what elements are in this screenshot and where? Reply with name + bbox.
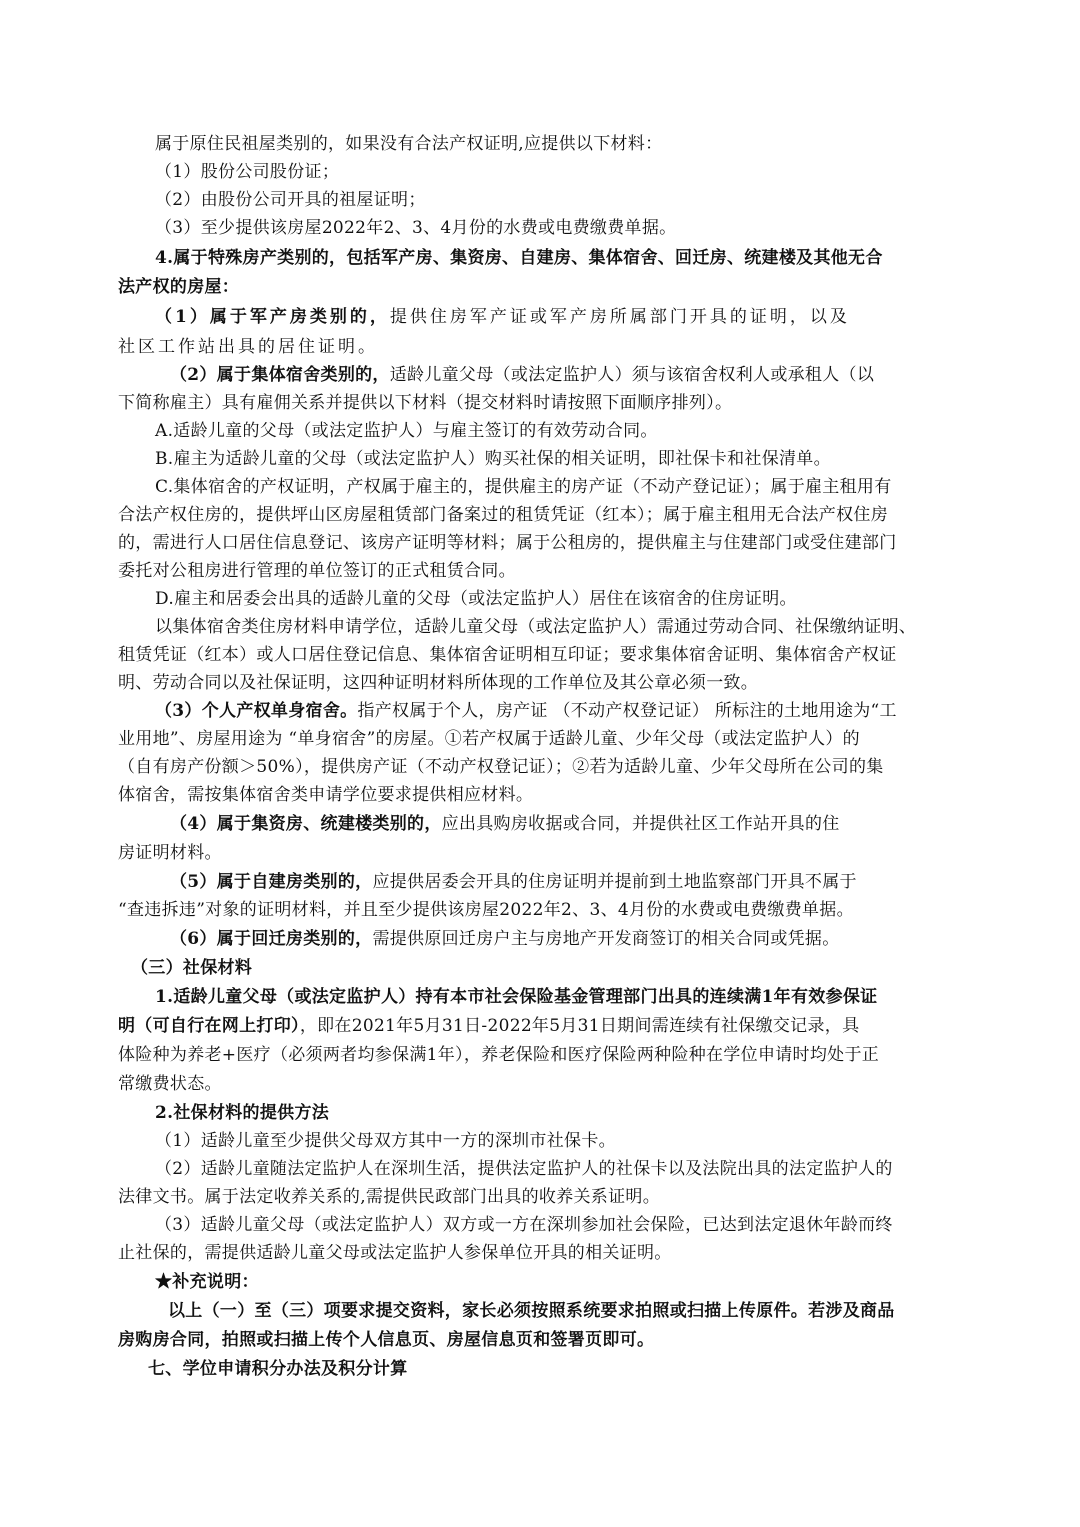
bold-lead-text: （1）属于军产房类别的， (155, 307, 390, 327)
text-line (118, 756, 884, 778)
body-text: 属于原住民祖屋类别的，如果没有合法产权证明,应提供以下材料： (155, 134, 663, 154)
body-text: D.雇主和居委会出具的适龄儿童的父母（或法定监护人）居住在该宿舍的住房证明。 (155, 589, 797, 609)
text-line (155, 1214, 893, 1236)
body-text: 应提供居委会开具的住房证明并提前到土地监察部门开具不属于 (372, 872, 857, 892)
text-line (155, 700, 897, 722)
body-text: （1）适龄儿童至少提供父母双方其中一方的深圳市社保卡。 (155, 1131, 616, 1151)
bold-lead-text: （5）属于自建房类别的， (170, 872, 373, 892)
text-line (118, 276, 239, 298)
body-text: 下简称雇主）具有雇佣关系并提供以下材料（提交材料时请按照下面顺序排列）。 (118, 393, 733, 413)
text-line (118, 784, 533, 806)
body-text: ，即在2021年5月31日-2022年5月31日期间需连续有社保缴交记录，具 (299, 1016, 860, 1036)
body-text: （2）由股份公司开具的祖屋证明； (155, 190, 426, 210)
body-text: 以集体宿舍类住房材料申请学位，适龄儿童父母（或法定监护人）需通过劳动合同、社保缴纳证明、 (155, 617, 917, 637)
body-text: 社区工作站出具的居住证明。 (118, 337, 378, 357)
text-line (155, 1130, 616, 1152)
body-text: （1）股份公司股份证； (155, 162, 340, 182)
bold-lead-text: （4）属于集资房、统建楼类别的， (170, 814, 442, 834)
body-text: （3）适龄儿童父母（或法定监护人）双方或一方在深圳参加社会保险，已达到法定退休年龄而终 (155, 1215, 893, 1235)
text-line (170, 364, 874, 386)
body-text: 需提供原回迁房户主与房地产开发商签订的相关合同或凭据。 (372, 929, 840, 949)
text-line (118, 560, 516, 582)
body-text: B.雇主为适龄儿童的父母（或法定监护人）购买社保的相关证明，即社保卡和社保清单。 (155, 449, 831, 469)
text-line (118, 504, 888, 526)
bold-lead-text: （3）个人产权单身宿舍。 (155, 701, 358, 721)
body-text: 合法产权住房的，提供坪山区房屋租赁部门备案过的租赁凭证（红本）；属于雇主租用无合法产权住房 (118, 505, 888, 525)
body-text: “查违拆违”对象的证明材料，并且至少提供该房屋2022年2、3、4月份的水费或电费缴费单据。 (118, 900, 854, 920)
text-line (155, 986, 877, 1008)
text-line (155, 247, 883, 269)
text-line (118, 532, 897, 554)
text-line (155, 133, 662, 155)
text-line (148, 1358, 408, 1380)
text-line (155, 189, 426, 211)
body-text: （自有房产份额＞50%），提供房产证（不动产权登记证）；②若为适龄儿童、少年父母所在公司的集 (118, 757, 884, 777)
bold-lead-text: 明（可自行在网上打印） (118, 1016, 300, 1036)
body-text: 的，需进行人口居住信息登记、该房产证明等材料；属于公租房的，提供雇主与住建部门或受住建部门 (118, 533, 897, 553)
body-text: 体宿舍，需按集体宿舍类申请学位要求提供相应材料。 (118, 785, 534, 805)
body-text: 指产权属于个人，房产证 （不动产权登记证） 所标注的土地用途为“工 (357, 701, 897, 721)
text-line (155, 161, 339, 183)
body-text: （3）至少提供该房屋2022年2、3、4月份的水费或电费缴费单据。 (155, 218, 677, 238)
body-text: 适龄儿童父母（或法定监护人）须与该宿舍权利人或承租人（以 (389, 365, 875, 385)
bold-lead-text: 4.属于特殊房产类别的，包括军产房、集资房、自建房、集体宿舍、回迁房、统建楼及其他无合 (155, 248, 883, 268)
bold-lead-text: 房购房合同，拍照或扫描上传个人信息页、房屋信息页和签署页即可。 (118, 1330, 655, 1350)
body-text: 业用地”、房屋用途为 “单身宿舍”的房屋。①若产权属于适龄儿童、少年父母（或法定监护人）的 (118, 729, 860, 749)
text-line (168, 1300, 895, 1322)
text-line (118, 672, 758, 694)
body-text: 委托对公租房进行管理的单位签订的正式租赁合同。 (118, 561, 516, 581)
text-line (118, 392, 732, 414)
text-line (155, 616, 916, 638)
body-text: 止社保的，需提供适龄儿童父母或法定监护人参保单位开具的相关证明。 (118, 1243, 672, 1263)
text-line (155, 217, 676, 239)
body-text: （2）适龄儿童随法定监护人在深圳生活，提供法定监护人的社保卡以及法院出具的法定监护人的 (155, 1159, 893, 1179)
body-text: 法律文书。属于法定收养关系的,需提供民政部门出具的收养关系证明。 (118, 1187, 661, 1207)
text-line (118, 1073, 222, 1095)
text-line (155, 1158, 893, 1180)
bold-lead-text: （2）属于集体宿舍类别的， (170, 365, 390, 385)
text-line (118, 644, 897, 666)
text-line (118, 1329, 654, 1351)
body-text: 应出具购房收据或合同，并提供社区工作站开具的住 (441, 814, 840, 834)
bold-lead-text: 1.适龄儿童父母（或法定监护人）持有本市社会保险基金管理部门出具的连续满1年有效参保证 (155, 987, 878, 1007)
body-text: 明、劳动合同以及社保证明，这四种证明材料所体现的工作单位及其公章必须一致。 (118, 673, 759, 693)
text-line (118, 728, 860, 750)
bold-lead-text: ★补充说明： (155, 1272, 259, 1292)
body-text: 体险种为养老+医疗（必须两者均参保满1年），养老保险和医疗保险两种险种在学位申请时均处于正 (118, 1045, 880, 1065)
body-text: C.集体宿舍的产权证明，产权属于雇主的，提供雇主的房产证（不动产登记证）；属于雇主租用有 (155, 477, 892, 497)
text-line (131, 957, 252, 979)
text-line (155, 1102, 329, 1124)
text-line (118, 899, 854, 921)
text-line (170, 928, 840, 950)
text-line (170, 871, 857, 893)
text-line (118, 842, 222, 864)
text-line (155, 420, 658, 442)
bold-lead-text: 法产权的房屋： (118, 277, 240, 297)
body-text: 提供住房军产证或军产房所属部门开具的证明，以及 (389, 307, 850, 327)
text-line (155, 588, 797, 610)
text-line (155, 476, 892, 498)
text-line (155, 448, 831, 470)
bold-lead-text: 七、学位申请积分办法及积分计算 (148, 1359, 408, 1379)
body-text: 常缴费状态。 (118, 1074, 222, 1094)
body-text: A.适龄儿童的父母（或法定监护人）与雇主签订的有效劳动合同。 (155, 421, 658, 441)
bold-lead-text: 以上（一）至（三）项要求提交资料，家长必须按照系统要求拍照或扫描上传原件。若涉及商品 (168, 1301, 895, 1321)
text-line (170, 813, 840, 835)
text-line (118, 1186, 660, 1208)
body-text: 房证明材料。 (118, 843, 222, 863)
text-line (155, 306, 850, 328)
text-line (118, 336, 378, 358)
bold-lead-text: 2.社保材料的提供方法 (155, 1103, 330, 1123)
text-line (118, 1242, 672, 1264)
bold-lead-text: （三）社保材料 (131, 958, 253, 978)
body-text: 租赁凭证（红本）或人口居住登记信息、集体宿舍证明相互印证；要求集体宿舍证明、集体宿舍产权证 (118, 645, 897, 665)
bold-lead-text: （6）属于回迁房类别的， (170, 929, 373, 949)
text-line (155, 1271, 259, 1293)
text-line (118, 1015, 859, 1037)
text-line (118, 1044, 879, 1066)
